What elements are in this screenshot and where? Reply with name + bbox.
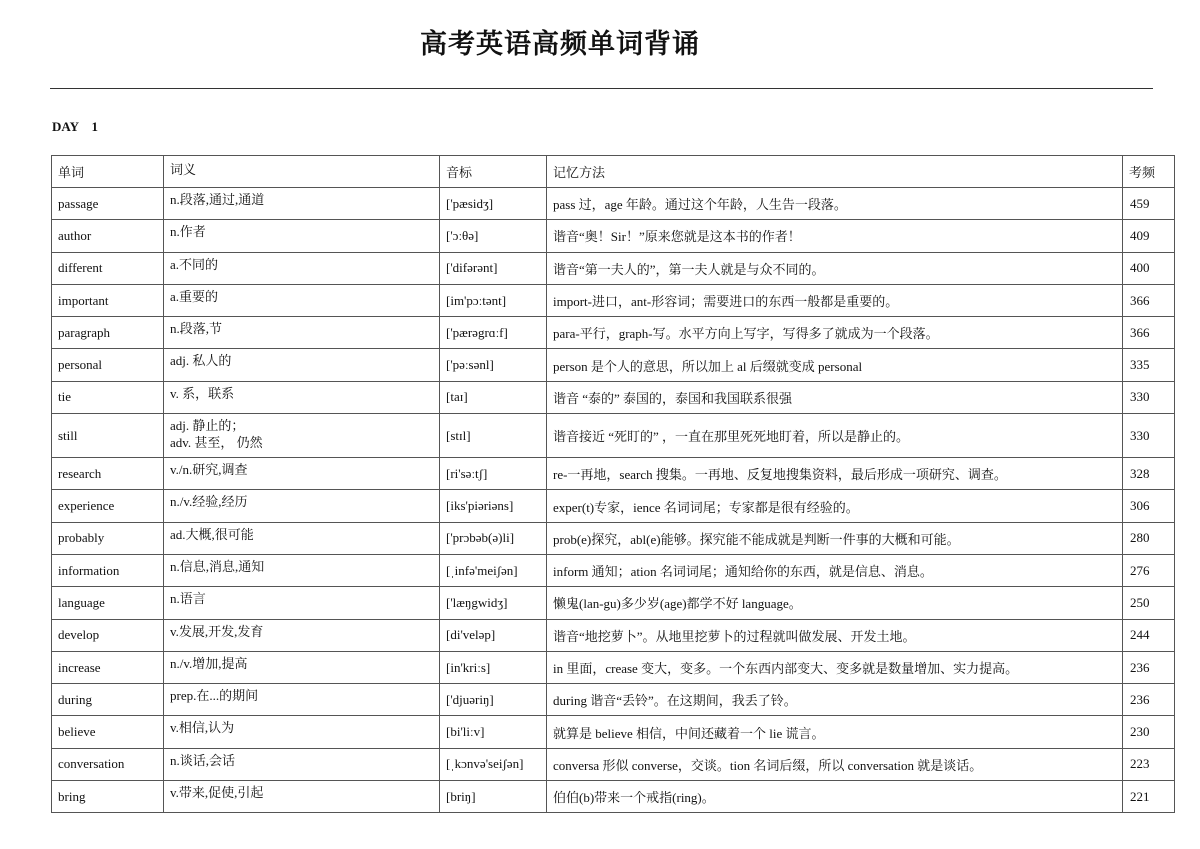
word-cell: develop xyxy=(52,619,164,651)
title-divider xyxy=(50,88,1153,89)
table-row xyxy=(52,748,1175,780)
header-frequency: 考频 xyxy=(1123,156,1175,188)
memory-cell: in 里面，crease 变大，变多。一个东西内部变大、变多就是数量增加、实力提高。 xyxy=(547,651,1123,683)
word-cell: tie xyxy=(52,381,164,413)
word-cell: language xyxy=(52,587,164,619)
memory-cell: exper(t)专家，ience 名词词尾；专家都是很有经验的。 xyxy=(547,490,1123,522)
table-row xyxy=(52,684,1175,716)
frequency-cell: 400 xyxy=(1123,252,1175,284)
word-cell: believe xyxy=(52,716,164,748)
frequency-cell: 328 xyxy=(1123,458,1175,490)
memory-cell: inform 通知；ation 名词词尾；通知给你的东西，就是信息、消息。 xyxy=(547,554,1123,586)
table-row xyxy=(52,349,1175,381)
table-row xyxy=(52,587,1175,619)
frequency-cell: 409 xyxy=(1123,220,1175,252)
phonetic-cell: [iks'piəriəns] xyxy=(440,490,547,522)
phonetic-cell: ['læŋgwidʒ] xyxy=(440,587,547,619)
phonetic-cell: ['prɔbəb(ə)li] xyxy=(440,522,547,554)
memory-cell: 谐音接近 “死盯的” ，一直在那里死死地盯着，所以是静止的。 xyxy=(547,414,1123,458)
word-cell: different xyxy=(52,252,164,284)
table-row xyxy=(52,317,1175,349)
memory-cell: para-平行，graph-写。水平方向上写字，写得多了就成为一个段落。 xyxy=(547,317,1123,349)
frequency-cell: 244 xyxy=(1123,619,1175,651)
table-row xyxy=(52,522,1175,554)
meaning-cell xyxy=(164,587,440,619)
meaning-line: prep.在...的期间 xyxy=(170,688,259,704)
meaning-cell xyxy=(164,716,440,748)
phonetic-cell: [ri'səːtʃ] xyxy=(440,458,547,490)
memory-cell: during 谐音“丢铃”。在这期间，我丢了铃。 xyxy=(547,684,1123,716)
meaning-line: v.发展,开发,发育 xyxy=(170,623,264,639)
meaning-cell xyxy=(164,490,440,522)
meaning-cell xyxy=(164,284,440,316)
word-cell: still xyxy=(52,414,164,458)
memory-cell: re-一再地，search 搜集。一再地、反复地搜集资料，最后形成一项研究、调查。 xyxy=(547,458,1123,490)
word-cell: bring xyxy=(52,781,164,813)
table-row xyxy=(52,381,1175,413)
word-cell: personal xyxy=(52,349,164,381)
meaning-line: n.谈话,会话 xyxy=(170,752,236,768)
memory-cell: 伯伯(b)带来一个戒指(ring)。 xyxy=(547,781,1123,813)
meaning-cell xyxy=(164,188,440,220)
header-phonetic: 音标 xyxy=(440,156,547,188)
word-cell: probably xyxy=(52,522,164,554)
phonetic-cell: ['ɔːθə] xyxy=(440,220,547,252)
frequency-cell: 223 xyxy=(1123,748,1175,780)
meaning-cell xyxy=(164,252,440,284)
meaning-line: v. 系，联系 xyxy=(170,385,235,401)
table-row xyxy=(52,458,1175,490)
memory-cell: 谐音 “泰的” 泰国的，泰国和我国联系很强 xyxy=(547,381,1123,413)
phonetic-cell: [im'pɔːtənt] xyxy=(440,284,547,316)
word-cell: passage xyxy=(52,188,164,220)
meaning-line: a.不同的 xyxy=(170,256,219,272)
meaning-cell xyxy=(164,781,440,813)
phonetic-cell: [bi'liːv] xyxy=(440,716,547,748)
memory-cell: 谐音“第一夫人的”，第一夫人就是与众不同的。 xyxy=(547,252,1123,284)
meaning-cell xyxy=(164,317,440,349)
meaning-cell xyxy=(164,554,440,586)
header-word: 单词 xyxy=(52,156,164,188)
vocabulary-table xyxy=(51,155,1175,813)
frequency-cell: 459 xyxy=(1123,188,1175,220)
phonetic-cell: [di'veləp] xyxy=(440,619,547,651)
meaning-line: n.作者 xyxy=(170,224,206,240)
page-title: 高考英语高频单词背诵 xyxy=(420,29,700,60)
phonetic-cell: [in'kriːs] xyxy=(440,651,547,683)
meaning-line: adv. 甚至， 仍然 xyxy=(170,435,263,451)
meaning-line: a.重要的 xyxy=(170,288,219,304)
word-cell: information xyxy=(52,554,164,586)
memory-cell: person 是个人的意思，所以加上 al 后缀就变成 personal xyxy=(547,349,1123,381)
meaning-cell xyxy=(164,522,440,554)
meaning-cell xyxy=(164,748,440,780)
meaning-line: n.段落,节 xyxy=(170,321,223,337)
table-row xyxy=(52,220,1175,252)
frequency-cell: 221 xyxy=(1123,781,1175,813)
table-row xyxy=(52,619,1175,651)
memory-cell: 谐音“奥！Sir！”原来您就是这本书的作者！ xyxy=(547,220,1123,252)
frequency-cell: 330 xyxy=(1123,381,1175,413)
word-cell: author xyxy=(52,220,164,252)
phonetic-cell: ['pærəgrɑːf] xyxy=(440,317,547,349)
frequency-cell: 280 xyxy=(1123,522,1175,554)
frequency-cell: 236 xyxy=(1123,684,1175,716)
table-row xyxy=(52,651,1175,683)
day-label: DAY 1 xyxy=(52,119,98,134)
meaning-line: n.段落,通过,通道 xyxy=(170,192,265,207)
phonetic-cell: [taɪ] xyxy=(440,381,547,413)
table-row xyxy=(52,716,1175,748)
header-meaning: 词义 xyxy=(164,156,440,188)
word-cell: increase xyxy=(52,651,164,683)
meaning-line: ad.大概,很可能 xyxy=(170,526,254,542)
meaning-cell xyxy=(164,381,440,413)
meaning-cell xyxy=(164,684,440,716)
meaning-line: n.信息,消息,通知 xyxy=(170,558,265,574)
phonetic-cell: ['difərənt] xyxy=(440,252,547,284)
memory-cell: import-进口，ant-形容词；需要进口的东西一般都是重要的。 xyxy=(547,284,1123,316)
meaning-line: n.语言 xyxy=(170,591,206,607)
frequency-cell: 236 xyxy=(1123,651,1175,683)
memory-cell: 谐音“地挖萝卜”。从地里挖萝卜的过程就叫做发展、开发土地。 xyxy=(547,619,1123,651)
table-row xyxy=(52,188,1175,220)
table-body xyxy=(52,188,1175,813)
meaning-line: v.带来,促使,引起 xyxy=(170,785,264,801)
frequency-cell: 335 xyxy=(1123,349,1175,381)
memory-cell: 就算是 believe 相信，中间还藏着一个 lie 谎言。 xyxy=(547,716,1123,748)
meaning-cell xyxy=(164,651,440,683)
table-header-row xyxy=(52,156,1175,188)
frequency-cell: 306 xyxy=(1123,490,1175,522)
table-row xyxy=(52,490,1175,522)
table-row xyxy=(52,554,1175,586)
meaning-line: n./v.经验,经历 xyxy=(170,494,248,510)
word-cell: experience xyxy=(52,490,164,522)
meaning-line: v.相信,认为 xyxy=(170,720,235,736)
meaning-cell xyxy=(164,414,440,458)
frequency-cell: 366 xyxy=(1123,284,1175,316)
phonetic-cell: [ˌkɔnvə'seiʃən] xyxy=(440,748,547,780)
word-cell: research xyxy=(52,458,164,490)
word-cell: paragraph xyxy=(52,317,164,349)
phonetic-cell: ['pæsidʒ] xyxy=(440,188,547,220)
table-row xyxy=(52,284,1175,316)
word-cell: during xyxy=(52,684,164,716)
memory-cell: 懒鬼(lan-gu)多少岁(age)都学不好 language。 xyxy=(547,587,1123,619)
meaning-cell xyxy=(164,458,440,490)
frequency-cell: 330 xyxy=(1123,414,1175,458)
frequency-cell: 250 xyxy=(1123,587,1175,619)
phonetic-cell: [ˌinfə'meiʃən] xyxy=(440,554,547,586)
phonetic-cell: ['pəːsənl] xyxy=(440,349,547,381)
frequency-cell: 366 xyxy=(1123,317,1175,349)
meaning-line: v./n.研究,调查 xyxy=(170,462,248,478)
meaning-line: adj. 静止的； xyxy=(170,418,245,434)
table-row xyxy=(52,781,1175,813)
meaning-cell xyxy=(164,349,440,381)
frequency-cell: 230 xyxy=(1123,716,1175,748)
phonetic-cell: [briŋ] xyxy=(440,781,547,813)
memory-cell: pass 过，age 年龄。通过这个年龄，人生告一段落。 xyxy=(547,188,1123,220)
phonetic-cell: ['djuəriŋ] xyxy=(440,684,547,716)
word-cell: conversation xyxy=(52,748,164,780)
memory-cell: prob(e)探究，abl(e)能够。探究能不能成就是判断一件事的大概和可能。 xyxy=(547,522,1123,554)
meaning-line: n./v.增加,提高 xyxy=(170,655,248,671)
word-cell: important xyxy=(52,284,164,316)
table-row xyxy=(52,414,1175,458)
memory-cell: conversa 形似 converse，交谈。tion 名词后缀，所以 conversation 就是谈话。 xyxy=(547,748,1123,780)
meaning-cell xyxy=(164,220,440,252)
phonetic-cell: [stɪl] xyxy=(440,414,547,458)
table-row xyxy=(52,252,1175,284)
frequency-cell: 276 xyxy=(1123,554,1175,586)
meaning-cell xyxy=(164,619,440,651)
meaning-line: adj. 私人的 xyxy=(170,353,232,369)
header-memory: 记忆方法 xyxy=(547,156,1123,188)
